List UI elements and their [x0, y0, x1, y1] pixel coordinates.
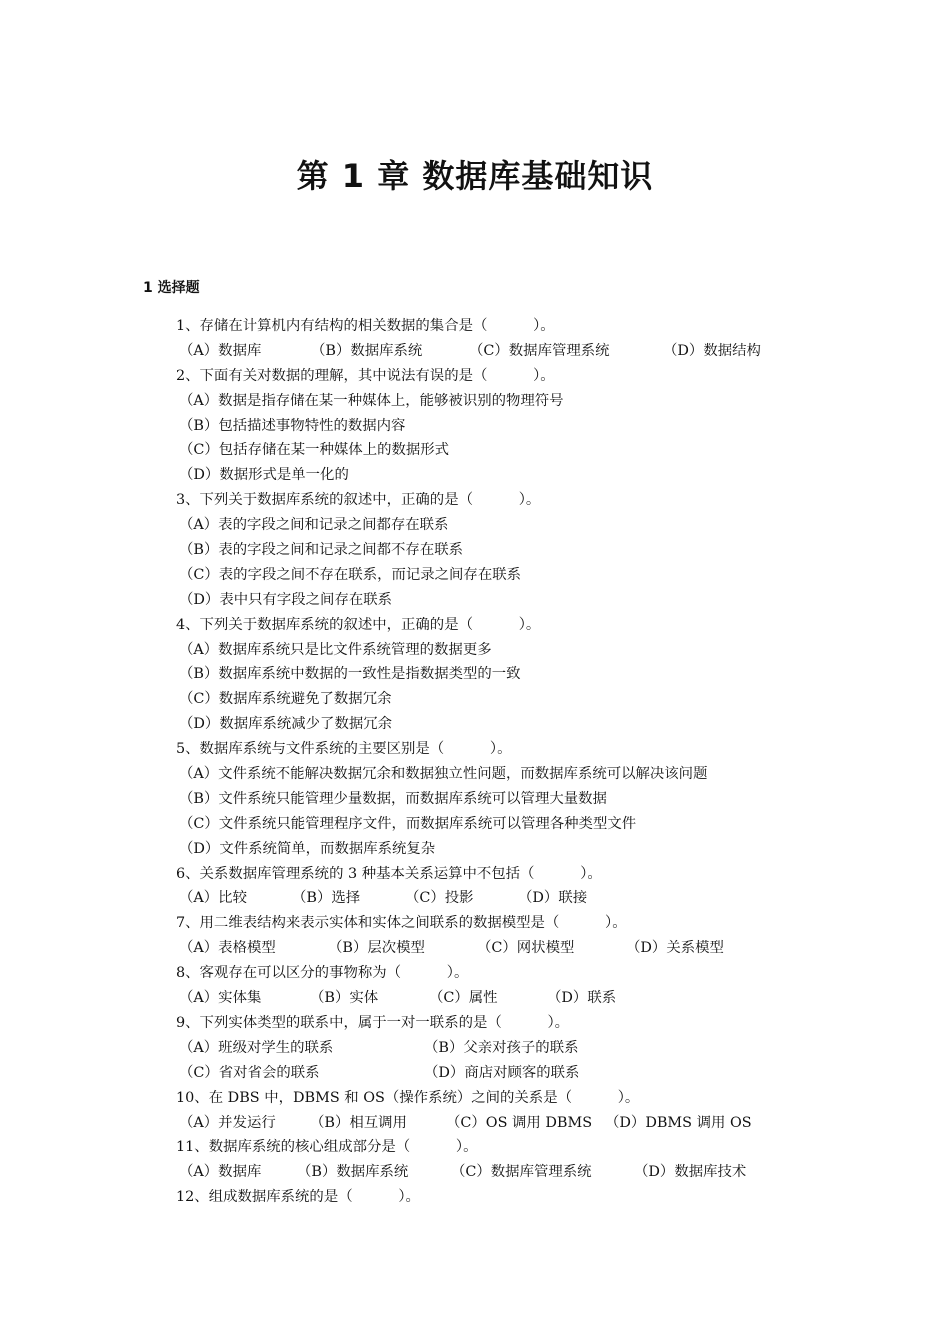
question-stem: 7、用二维表结构来表示实体和实体之间联系的数据模型是（ ）。 [176, 915, 627, 932]
option-row [179, 1036, 876, 1061]
option: （B）表的字段之间和记录之间都不存在联系 [179, 542, 463, 559]
option: （D）数据结构 [663, 342, 761, 359]
question-stem: 12、组成数据库系统的是（ ）。 [176, 1189, 420, 1206]
option: （C）数据库管理系统 [451, 1164, 592, 1181]
option-row [179, 1111, 876, 1136]
option: （A）数据库 [179, 1164, 262, 1181]
option: （C）表的字段之间不存在联系，而记录之间存在联系 [179, 566, 521, 583]
option: （B）文件系统只能管理少量数据，而数据库系统可以管理大量数据 [179, 790, 607, 807]
question-stem: 1、存储在计算机内有结构的相关数据的集合是（ ）。 [176, 318, 555, 334]
option: （D）数据形式是单一化的 [179, 467, 349, 484]
option: （A）比较 [179, 890, 247, 907]
option-row [179, 339, 876, 364]
question-stem: 5、数据库系统与文件系统的主要区别是（ ）。 [176, 741, 512, 758]
option: （D）数据库系统减少了数据冗余 [179, 716, 393, 733]
question-stem: 10、在 DBS 中，DBMS 和 OS（操作系统）之间的关系是（ ）。 [176, 1089, 640, 1106]
option-row [179, 936, 876, 961]
question-stem: 9、下列实体类型的联系中，属于一对一联系的是（ ）。 [176, 1014, 570, 1031]
option: （A）并发运行 [179, 1114, 276, 1131]
question-stem: 4、下列关于数据库系统的叙述中，正确的是（ ）。 [176, 616, 541, 633]
option: （A）文件系统不能解决数据冗余和数据独立性问题，而数据库系统可以解决该问题 [179, 766, 708, 783]
option: （B）包括描述事物特性的数据内容 [179, 417, 406, 434]
option: （B）实体 [310, 990, 379, 1007]
option: （B）相互调用 [310, 1114, 407, 1131]
option: （A）数据是指存储在某一种媒体上，能够被识别的物理符号 [179, 392, 564, 409]
option-row [179, 986, 876, 1011]
option: （A）实体集 [179, 990, 262, 1007]
option: （D）联系 [547, 990, 617, 1007]
option: （A）表格模型 [179, 940, 276, 957]
option: （B）层次模型 [328, 940, 425, 957]
option: （D）联接 [518, 890, 588, 907]
option: （D）商店对顾客的联系 [424, 1064, 580, 1081]
option-row [179, 886, 876, 911]
option: （A）数据库 [179, 342, 262, 359]
option: （D）数据库技术 [634, 1164, 747, 1181]
question-stem: 3、下列关于数据库系统的叙述中，正确的是（ ）。 [176, 492, 541, 509]
option: （C）包括存储在某一种媒体上的数据形式 [179, 442, 450, 459]
option-row [179, 1160, 876, 1185]
option-row [179, 1061, 876, 1086]
option: （A）数据库系统只是比文件系统管理的数据更多 [179, 641, 492, 658]
option: （A）表的字段之间和记录之间都存在联系 [179, 517, 449, 534]
option: （A）班级对学生的联系 [179, 1039, 334, 1056]
option: （D）DBMS 调用 OS [605, 1114, 752, 1131]
option: （C）属性 [429, 990, 498, 1007]
option: （C）网状模型 [477, 940, 575, 957]
question-list [176, 314, 876, 1210]
page-title: 第 1 章 数据库基础知识 [296, 157, 654, 195]
option: （C）数据库系统避免了数据冗余 [179, 691, 392, 708]
option: （B）父亲对孩子的联系 [424, 1039, 579, 1056]
option: （B）数据库系统 [297, 1164, 409, 1181]
question-stem: 6、关系数据库管理系统的 3 种基本关系运算中不包括（ ）。 [176, 865, 602, 882]
question-stem: 8、客观存在可以区分的事物称为（ ）。 [176, 965, 469, 982]
option: （B）数据库系统中数据的一致性是指数据类型的一致 [179, 666, 521, 683]
option: （B）选择 [292, 890, 361, 907]
option: （C）数据库管理系统 [469, 342, 610, 359]
question-stem: 2、下面有关对数据的理解，其中说法有误的是（ ）。 [176, 367, 555, 384]
option: （D）表中只有字段之间存在联系 [179, 591, 393, 608]
option: （C）文件系统只能管理程序文件，而数据库系统可以管理各种类型文件 [179, 815, 637, 832]
option: （B）数据库系统 [311, 342, 423, 359]
section-heading: 1 选择题 [143, 280, 200, 296]
option: （D）关系模型 [626, 940, 724, 957]
option: （D）文件系统简单，而数据库系统复杂 [179, 840, 436, 857]
option: （C）OS 调用 DBMS [446, 1114, 593, 1131]
option: （C）省对省会的联系 [179, 1064, 320, 1081]
option: （C）投影 [405, 890, 474, 907]
question-stem: 11、数据库系统的核心组成部分是（ ）。 [176, 1139, 478, 1156]
